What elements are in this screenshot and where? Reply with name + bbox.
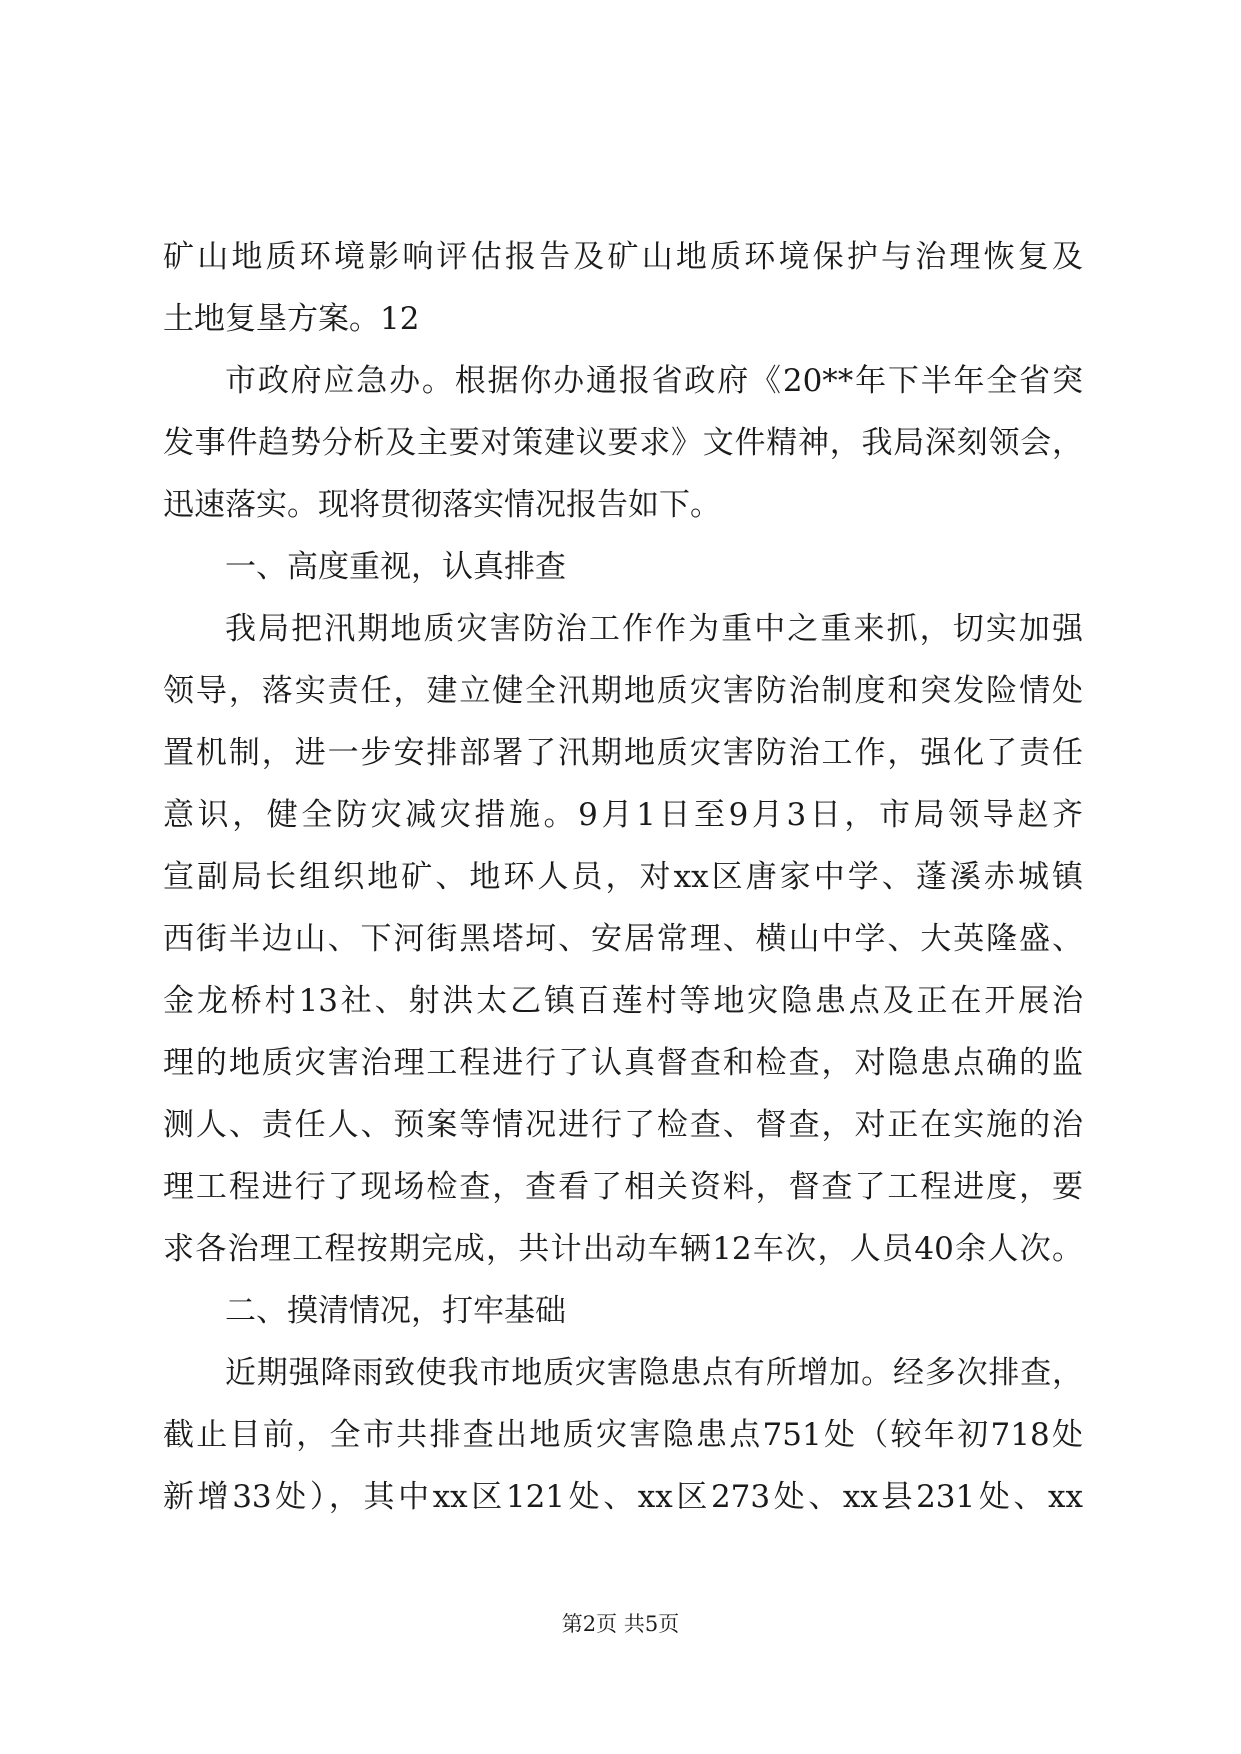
document-body — [163, 226, 1083, 1528]
text-line: 我局把汛期地质灾害防治工作作为重中之重来抓，切实加强 — [225, 611, 1083, 647]
text-line: 发事件趋势分析及主要对策建议要求》文件精神，我局深刻领会， — [163, 425, 1083, 461]
text-line: 矿山地质环境影响评估报告及矿山地质环境保护与治理恢复及 — [163, 239, 1083, 275]
text-line: 截止目前，全市共排查出地质灾害隐患点751处（较年初718处 — [163, 1417, 1083, 1453]
text-line: 市政府应急办。根据你办通报省政府《20**年下半年全省突 — [225, 363, 1083, 399]
section-heading: 二、摸清情况，打牢基础 — [225, 1293, 566, 1329]
text-line: 求各治理工程按期完成，共计出动车辆12车次，人员40余人次。 — [163, 1231, 1083, 1267]
text-line: 迅速落实。现将贯彻落实情况报告如下。 — [163, 487, 721, 523]
text-line: 理的地质灾害治理工程进行了认真督查和检查，对隐患点确的监 — [163, 1045, 1083, 1081]
page-number-footer: 第2页 共5页 — [561, 1612, 680, 1636]
text-line: 新增33处），其中xx区121处、xx区273处、xx县231处、xx — [163, 1479, 1083, 1515]
text-line: 领导，落实责任，建立健全汛期地质灾害防治制度和突发险情处 — [163, 673, 1083, 709]
text-line: 土地复垦方案。12 — [163, 301, 420, 337]
text-line: 意识，健全防灾减灾措施。9月1日至9月3日，市局领导赵齐 — [163, 797, 1083, 833]
text-line: 宣副局长组织地矿、地环人员，对xx区唐家中学、蓬溪赤城镇 — [163, 859, 1083, 895]
section-heading: 一、高度重视，认真排查 — [225, 549, 566, 585]
text-line: 测人、责任人、预案等情况进行了检查、督查，对正在实施的治 — [163, 1107, 1083, 1143]
text-line: 金龙桥村13社、射洪太乙镇百莲村等地灾隐患点及正在开展治 — [163, 983, 1083, 1019]
text-line: 近期强降雨致使我市地质灾害隐患点有所增加。经多次排查， — [225, 1355, 1083, 1391]
text-line: 西街半边山、下河街黑塔坷、安居常理、横山中学、大英隆盛、 — [163, 921, 1083, 957]
text-line: 理工程进行了现场检查，查看了相关资料，督查了工程进度，要 — [163, 1169, 1083, 1205]
text-line: 置机制，进一步安排部署了汛期地质灾害防治工作，强化了责任 — [163, 735, 1083, 771]
